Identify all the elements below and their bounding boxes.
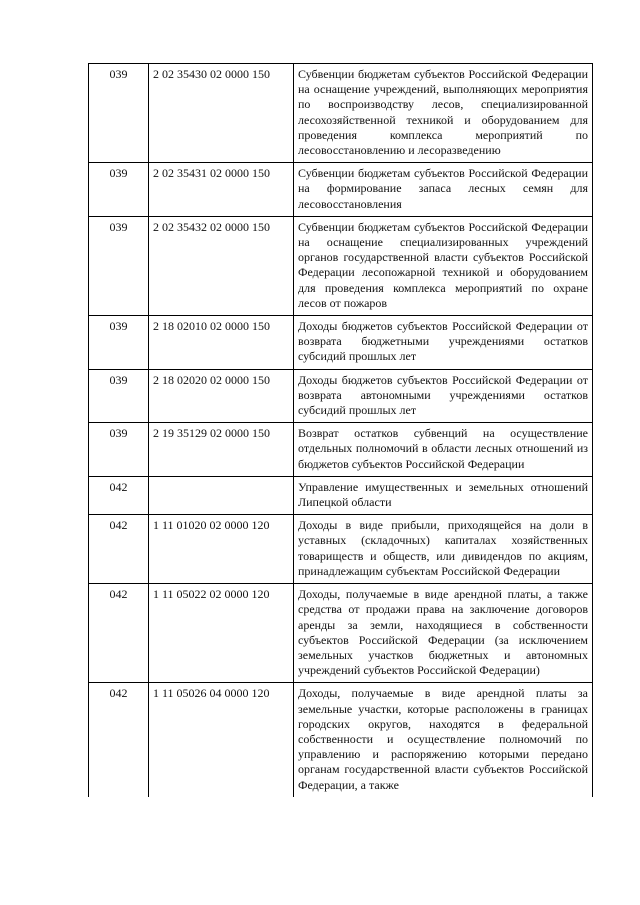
description-cell: Доходы в виде прибыли, приходящейся на доли в уставных (складочных) капиталах хозяйственных товариществ и обществ, или дивидендов по акциям, принадлежащим субъектам Российской Федерации xyxy=(294,515,593,584)
table-row-administrator-header xyxy=(89,476,593,514)
table-row xyxy=(89,683,593,797)
administrator-name-cell: Управление имущественных и земельных отношений Липецкой области xyxy=(294,476,593,514)
table-row xyxy=(89,584,593,683)
table-row xyxy=(89,64,593,163)
budget-code-cell: 2 02 35430 02 0000 150 xyxy=(149,64,294,163)
admin-code-cell: 039 xyxy=(89,423,149,477)
description-cell: Возврат остатков субвенций на осуществление отдельных полномочий в области лесных отношений из бюджетов субъектов Российской Федерации xyxy=(294,423,593,477)
budget-code-cell: 1 11 05022 02 0000 120 xyxy=(149,584,294,683)
admin-code-cell: 042 xyxy=(89,515,149,584)
budget-code-cell: 2 18 02020 02 0000 150 xyxy=(149,369,294,423)
table-row xyxy=(89,163,593,217)
table-row xyxy=(89,369,593,423)
admin-code-cell: 042 xyxy=(89,476,149,514)
budget-code-cell: 2 18 02010 02 0000 150 xyxy=(149,316,294,370)
description-cell: Субвенции бюджетам субъектов Российской Федерации на оснащение специализированных учреждений органов государственной власти субъектов Российской Федерации лесопожарной техникой и оборудованием для проведения комплекса мероприятий по охране лесов от пожаров xyxy=(294,216,593,315)
budget-code-cell xyxy=(149,476,294,514)
table-row xyxy=(89,316,593,370)
description-cell: Субвенции бюджетам субъектов Российской Федерации на оснащение учреждений, выполняющих мероприятия по воспроизводству лесов, специализированной лесохозяйственной техникой и оборудованием для проведения комплекса мероприятий по лесовосстановлению и лесоразведению xyxy=(294,64,593,163)
description-cell: Доходы бюджетов субъектов Российской Федерации от возврата автономными учреждениями остатков субсидий прошлых лет xyxy=(294,369,593,423)
admin-code-cell: 039 xyxy=(89,163,149,217)
admin-code-cell: 042 xyxy=(89,584,149,683)
budget-code-cell: 1 11 01020 02 0000 120 xyxy=(149,515,294,584)
description-cell: Доходы бюджетов субъектов Российской Федерации от возврата бюджетными учреждениями остатков субсидий прошлых лет xyxy=(294,316,593,370)
budget-code-cell: 1 11 05026 04 0000 120 xyxy=(149,683,294,797)
admin-code-cell: 039 xyxy=(89,64,149,163)
budget-code-cell: 2 19 35129 02 0000 150 xyxy=(149,423,294,477)
budget-code-cell: 2 02 35431 02 0000 150 xyxy=(149,163,294,217)
admin-code-cell: 039 xyxy=(89,216,149,315)
admin-code-cell: 042 xyxy=(89,683,149,797)
description-cell: Доходы, получаемые в виде арендной платы за земельные участки, которые расположены в границах городских округов, находятся в федеральной собственности и осуществление полномочий по управлению и распоряжению которыми передано органам государственной власти субъектов Российской Федерации, а также xyxy=(294,683,593,797)
table-row xyxy=(89,423,593,477)
budget-code-cell: 2 02 35432 02 0000 150 xyxy=(149,216,294,315)
admin-code-cell: 039 xyxy=(89,316,149,370)
description-cell: Доходы, получаемые в виде арендной платы, а также средства от продажи права на заключение договоров аренды за земли, находящиеся в собственности субъектов Российской Федерации (за исключением земельных участков бюджетных и автономных учреждений субъектов Российской Федерации) xyxy=(294,584,593,683)
table-row xyxy=(89,515,593,584)
table-row xyxy=(89,216,593,315)
admin-code-cell: 039 xyxy=(89,369,149,423)
description-cell: Субвенции бюджетам субъектов Российской Федерации на формирование запаса лесных семян для лесовосстановления xyxy=(294,163,593,217)
budget-codes-table xyxy=(88,63,593,797)
